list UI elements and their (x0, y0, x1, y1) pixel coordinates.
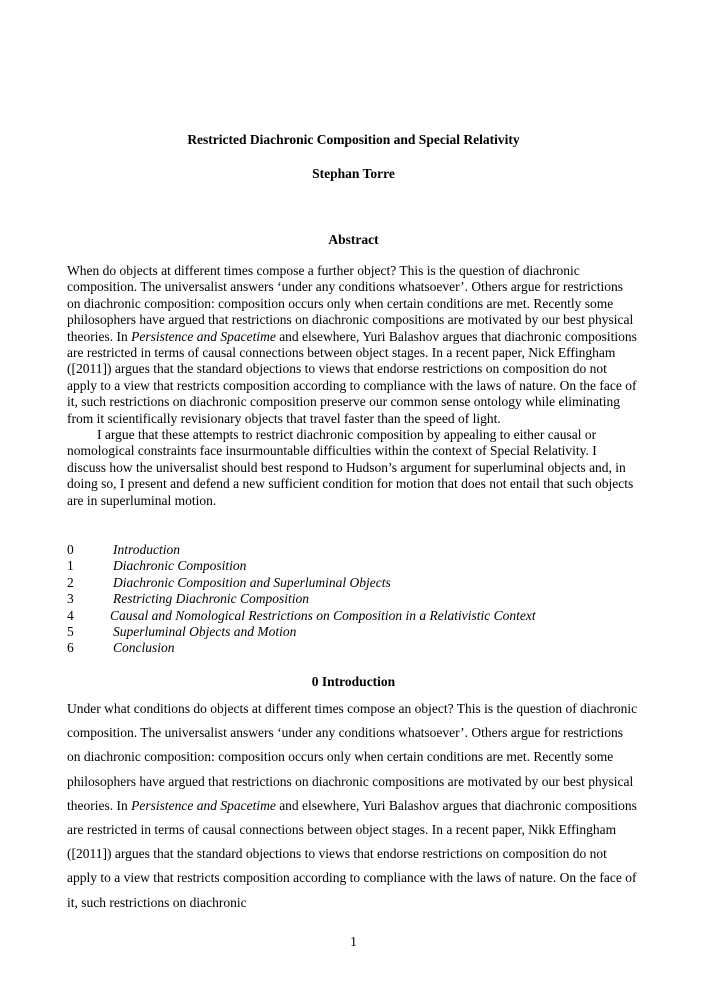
intro-p1-book-title: Persistence and Spacetime (131, 797, 276, 813)
toc-item (67, 640, 639, 656)
section-heading-introduction: 0 Introduction (311, 674, 396, 689)
abstract-p1-book-title: Persistence and Spacetime (131, 328, 276, 344)
toc-item (67, 624, 639, 640)
toc-item (67, 542, 639, 558)
abstract-p1-text-b: and elsewhere, Yuri Balashov argues that diachronic compositions are restricted in terms of causal connections between object stages. In a recent paper, Nick Effingham ([2011]) argues that the standard objections to views that endorse restrictions on composition do not apply to a view that restricts composition according to compliance with the laws of nature. On the face of it, such restrictions on diachronic composition preserve our common sense ontology while eliminating from it scientifically revisionary objects that travel faster than the speed of light. (67, 328, 637, 426)
toc-item (67, 591, 639, 607)
abstract-paragraph-1 (67, 263, 639, 427)
table-of-contents (67, 542, 639, 657)
toc-item-title: Diachronic Composition (113, 558, 247, 574)
abstract-body (67, 263, 639, 509)
toc-item-number: 4 (67, 607, 74, 623)
toc-item (67, 558, 639, 574)
toc-item-number: 5 (67, 623, 74, 639)
toc-item-number: 6 (67, 640, 74, 656)
abstract-p1-text-a: When do objects at different times compose a further object? This is the question of diachronic composition. The universalist answers ‘under any conditions whatsoever’. Others argue for restrictions on diachronic composition: composition occurs only when certain conditions are met. Recently some philosophers have argued that restrictions on diachronic compositions are motivated by our best physical theories. In (67, 263, 634, 344)
toc-item-title: Causal and Nomological Restrictions on Composition in a Relativistic Context (110, 607, 536, 623)
toc-item-title: Introduction (113, 542, 180, 557)
toc-item-number: 1 (67, 558, 74, 574)
toc-item-number: 3 (67, 591, 74, 607)
toc-item-number: 0 (67, 542, 74, 557)
introduction-body (67, 697, 639, 915)
toc-item-title: Restricting Diachronic Composition (113, 591, 309, 607)
abstract-paragraph-2: I argue that these attempts to restrict diachronic composition by appealing to either causal or nomological constraints face insurmountable difficulties within the context of Special Relativity. I discuss how the universalist should best respond to Hudson’s argument for superluminal objects and, in doing so, I present and defend a new sufficient condition for motion that does not entail that such objects are in superluminal motion. (67, 427, 634, 508)
toc-item-number: 2 (67, 574, 74, 590)
paper-title: Restricted Diachronic Composition and Special Relativity (187, 132, 520, 147)
toc-item-title: Diachronic Composition and Superluminal Objects (113, 574, 391, 590)
intro-p1-text-b: and elsewhere, Yuri Balashov argues that diachronic compositions are restricted in terms of causal connections between object stages. In a recent paper, Nikk Effingham ([2011]) argues that the standard objections to views that endorse restrictions on composition do not apply to a view that restricts composition according to compliance with the laws of nature. On the face of it, such restrictions on diachronic (67, 797, 637, 910)
intro-p1-text-a: Under what conditions do objects at different times compose an object? This is the question of diachronic composition. The universalist answers ‘under any conditions whatsoever’. Others argue for restrictions on diachronic composition: composition occurs only when certain conditions are met. Recently some philosophers have argued that restrictions on diachronic compositions are motivated by our best physical theories. In (67, 701, 638, 813)
abstract-heading: Abstract (328, 232, 379, 247)
introduction-paragraph-1 (67, 697, 639, 915)
toc-item (67, 575, 639, 591)
paper-author: Stephan Torre (312, 166, 395, 181)
toc-item-title: Superluminal Objects and Motion (113, 623, 297, 639)
toc-item-title: Conclusion (113, 640, 175, 656)
toc-item (67, 608, 639, 624)
page-number: 1 (350, 934, 357, 949)
